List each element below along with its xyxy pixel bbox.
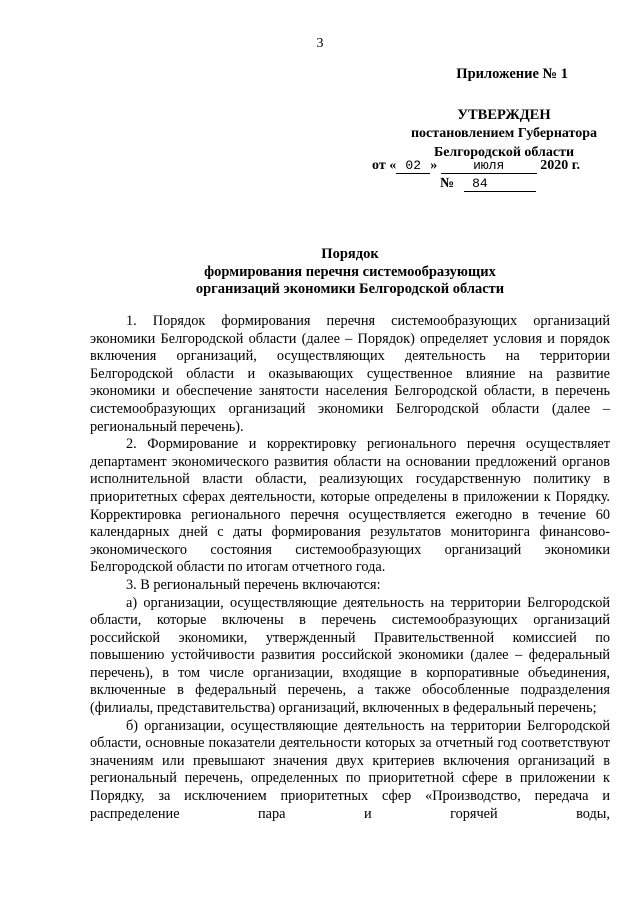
number-line (440, 176, 536, 192)
date-prefix: от « (372, 158, 397, 173)
page-number: 3 (316, 36, 324, 51)
title-line: формирования перечня системообразующих (204, 263, 496, 280)
number-value: 84 (464, 176, 536, 192)
resolution-block (380, 124, 628, 162)
appendix-label: Приложение № 1 (456, 66, 568, 82)
document-body (90, 313, 610, 823)
paragraph: а) организации, осуществляющие деятельность на территории Белгородской области, которые включены в перечень системообразующих организаций российской экономики, утвержденный Правительственной комиссией по повышению устойчивости развития российской экономики (далее – федеральный перечень), в том числе организации, входящие в корпоративные объединения, включенные в федеральный перечень, а также обособленные подразделения (филиалы, представительства) организаций, включенных в федеральный перечень; (90, 594, 610, 717)
date-day: 02 (396, 158, 430, 174)
approved-stamp: УТВЕРЖДЕН (457, 107, 551, 123)
number-prefix: № (440, 176, 455, 191)
resolution-line: постановлением Губернатора (410, 126, 598, 141)
date-line (372, 158, 580, 174)
date-mid: » (430, 158, 438, 173)
paragraph: 1. Порядок формирования перечня системообразующих организаций экономики Белгородской области (далее – Порядок) определяет условия и порядок включения организаций, осуществляющих деятельность на территории Белгородской области и оказывающих существенное влияние на развитие экономики и обеспечение занятости населения Белгородской области, в перечень системообразующих организаций экономики Белгородской области (далее – региональный перечень). (90, 313, 610, 435)
title-line: Порядок (321, 246, 379, 262)
document-title (90, 246, 610, 299)
paragraph: 2. Формирование и корректировку регионального перечня осуществляет департамент экономического развития области на основании предложений органов исполнительной власти области, реализующих государственную политику в приоритетных сферах деятельности, которые определены в приложении к Порядку. Корректировка регионального перечня осуществляется ежегодно в течение 60 календарных дней с даты формирования результатов мониторинга финансово-экономического состояния системообразующих организаций экономики Белгородской области по итогам отчетного года. (90, 436, 610, 576)
paragraph: 3. В региональный перечень включаются: (126, 576, 381, 593)
date-month: июля (441, 158, 537, 174)
date-year: 2020 г. (540, 158, 580, 173)
title-line: организаций экономики Белгородской области (195, 281, 505, 297)
resolution-line: Белгородской области (433, 145, 575, 160)
paragraph: б) организации, осуществляющие деятельность на территории Белгородской области, основные показатели деятельности которых за отчетный год соответствуют значениям или превышают значения двух критериев включения организаций в региональный перечень, определенных по приоритетной сфере в приложении к Порядку, за исключением приоритетных сфер «Производство, передача и распределение пара и горячей воды, (90, 717, 610, 822)
